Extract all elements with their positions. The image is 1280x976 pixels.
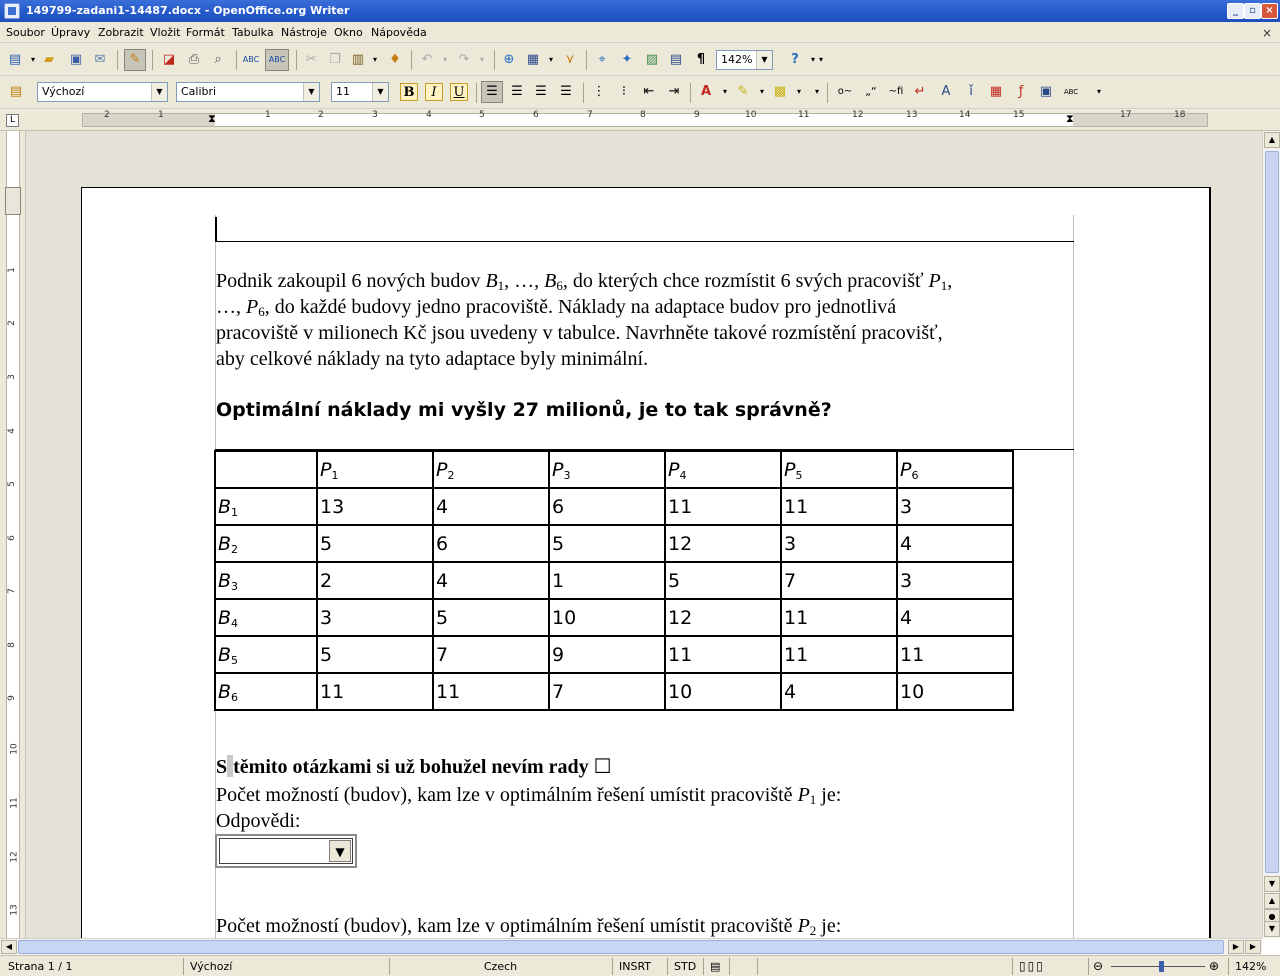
find-replace-icon[interactable]: ⌖: [598, 52, 606, 67]
navigator-icon[interactable]: ✦: [621, 52, 633, 67]
next-page-icon[interactable]: ▼: [1264, 921, 1280, 937]
autocorrect-icon[interactable]: o~: [837, 86, 853, 97]
table-row: [215, 562, 1013, 599]
table-row: [215, 636, 1013, 673]
ruler-number: 18: [1174, 110, 1186, 120]
answers-label: Odpovědi:: [216, 810, 301, 832]
bullets-icon[interactable]: ⁝: [621, 84, 627, 99]
ruler-number: 10: [9, 743, 20, 755]
menu-format[interactable]: Formát: [186, 26, 225, 39]
table-cell[interactable]: 3: [317, 599, 433, 636]
font-color-icon[interactable]: A: [700, 84, 712, 99]
question-2: Počet možností (budov), kam lze v optimálním řešení umístit pracoviště $P_2$ je:: [216, 915, 842, 938]
table-cell[interactable]: 6: [549, 488, 665, 525]
menu-view[interactable]: Zobrazit: [98, 26, 144, 39]
table-cell[interactable]: 5: [317, 525, 433, 562]
vertical-ruler[interactable]: [0, 131, 26, 938]
row-header-cell[interactable]: $B_4$: [215, 599, 317, 636]
email-icon[interactable]: ✉: [94, 52, 106, 67]
row-header-cell[interactable]: $B_6$: [215, 673, 317, 710]
help-dropdown-icon[interactable]: ▾: [810, 55, 815, 64]
table-header-cell[interactable]: $P_3$: [549, 451, 665, 488]
tab-stop-type-icon[interactable]: L: [6, 114, 19, 127]
ruler-number: 1: [265, 110, 271, 120]
chevron-down-icon[interactable]: ▼: [329, 840, 351, 862]
table-row: [215, 488, 1013, 525]
table-cell[interactable]: 7: [549, 673, 665, 710]
table-cell[interactable]: 12: [665, 599, 781, 636]
autospellcheck-icon[interactable]: ABC: [265, 49, 289, 71]
table-row: [215, 673, 1013, 710]
ruler-number: 10: [745, 110, 757, 120]
cut-icon[interactable]: ✂: [305, 52, 317, 67]
menu-edit[interactable]: Úpravy: [51, 26, 91, 39]
chevron-down-icon[interactable]: ▼: [372, 83, 388, 101]
clone-formatting-icon[interactable]: ♦: [389, 52, 401, 67]
table-cell[interactable]: 7: [781, 562, 897, 599]
menu-window[interactable]: Okno: [334, 26, 363, 39]
edit-mode-icon[interactable]: ✎: [124, 49, 146, 71]
scroll-right-icon[interactable]: ▶: [1228, 940, 1244, 954]
table-header-cell[interactable]: $P_1$: [317, 451, 433, 488]
vertical-ruler-handle[interactable]: [5, 187, 21, 215]
ruler-number: 3: [372, 110, 378, 120]
font-name-value: Calibri: [181, 85, 217, 98]
selection-mode-indicator[interactable]: STD: [667, 958, 703, 975]
formatting-toolbar: [0, 76, 1280, 109]
paragraph-line: pracoviště v milionech Kč jsou uvedeny v tabulce. Navrhněte takové rozmístění pracovišť,: [216, 322, 943, 344]
table-cell[interactable]: 5: [317, 636, 433, 673]
table-header-cell[interactable]: $P_2$: [433, 451, 549, 488]
ruler-number: 12: [852, 110, 864, 120]
align-right-icon[interactable]: ☰: [535, 84, 547, 99]
previous-page-icon[interactable]: ▲: [1264, 893, 1280, 909]
undo-dropdown-icon[interactable]: ▾: [442, 55, 447, 64]
table-corner-cell[interactable]: [215, 451, 317, 488]
table-cell[interactable]: 11: [781, 636, 897, 673]
ruler-number: 9: [694, 110, 700, 120]
font-size-value: 11: [336, 85, 350, 98]
table-cell[interactable]: 11: [317, 673, 433, 710]
ruler-number: 2: [6, 320, 17, 326]
table-cell[interactable]: 11: [665, 636, 781, 673]
menu-tools[interactable]: Nástroje: [281, 26, 327, 39]
italic-button[interactable]: I: [425, 83, 443, 101]
table-header-row: [215, 451, 1013, 488]
zoom-value: 142%: [721, 53, 753, 66]
ruler-number: 5: [479, 110, 485, 120]
ruler-number: 7: [6, 588, 17, 594]
zoom-slider[interactable]: [1088, 958, 1228, 975]
paste-dropdown-icon[interactable]: ▾: [372, 55, 377, 64]
hyphenation-icon[interactable]: A: [941, 84, 951, 99]
justify-icon[interactable]: ☰: [560, 84, 572, 99]
table-cell[interactable]: 11: [897, 636, 1013, 673]
maximize-button[interactable]: ▫: [1244, 3, 1261, 19]
vertical-scrollbar[interactable]: [1262, 131, 1280, 938]
row-header-cell[interactable]: $B_1$: [215, 488, 317, 525]
paste-icon[interactable]: ▥: [351, 52, 365, 67]
table-cell[interactable]: 2: [317, 562, 433, 599]
standard-toolbar: [0, 43, 1280, 76]
question-1: Počet možností (budov), kam lze v optimálním řešení umístit pracoviště $P_1$ je:: [216, 784, 842, 807]
question-heading: Optimální náklady mi vyšly 27 milionů, je to tak správně?: [216, 399, 832, 421]
toolbar-options-icon[interactable]: ▾: [814, 87, 819, 96]
writer-app-icon[interactable]: [4, 3, 20, 19]
save-icon[interactable]: ▣: [69, 52, 83, 67]
horizontal-scrollbar[interactable]: [0, 938, 1262, 955]
increase-indent-icon[interactable]: ⇥: [668, 84, 680, 99]
ruler-number: 13: [906, 110, 918, 120]
table-cell[interactable]: 4: [433, 488, 549, 525]
paragraph-line: Podnik zakoupil 6 nových budov $B_1$, …, $B_6$, do kterých chce rozmístit 6 svých pracovišť $P_1$,: [216, 270, 953, 293]
spellcheck-icon[interactable]: ABC: [242, 55, 260, 64]
close-window-button[interactable]: ×: [1261, 3, 1278, 19]
ruler-number: 7: [587, 110, 593, 120]
numbering-icon[interactable]: ⋮: [592, 84, 606, 99]
table-header-cell[interactable]: $P_6$: [897, 451, 1013, 488]
paragraph-style-combo[interactable]: [37, 82, 168, 102]
toolbar-options-icon[interactable]: ▾: [818, 55, 823, 64]
ruler-number: 14: [959, 110, 971, 120]
table-cell[interactable]: 11: [665, 488, 781, 525]
table-cell[interactable]: 5: [433, 599, 549, 636]
zoom-combo[interactable]: [716, 50, 773, 70]
ruler-number: 11: [9, 797, 20, 809]
scroll-right-end-icon[interactable]: ▶: [1245, 940, 1261, 954]
cost-table: [214, 450, 1014, 711]
help-request-line: S těmito otázkami si už bohužel nevím rady ☐: [216, 756, 612, 778]
gallery-icon[interactable]: ▨: [645, 52, 659, 67]
new-document-icon[interactable]: ▤: [8, 52, 22, 67]
table-cell[interactable]: 4: [781, 673, 897, 710]
bold-button[interactable]: B: [400, 83, 418, 101]
zoom-in-icon[interactable]: ⊕: [1209, 959, 1220, 973]
font-color-dropdown-icon[interactable]: ▾: [722, 87, 727, 96]
data-sources-icon[interactable]: ▤: [669, 52, 683, 67]
font-size-combo[interactable]: [331, 82, 389, 102]
smart-quotes-icon[interactable]: „“: [865, 85, 877, 98]
align-left-icon[interactable]: ☰: [481, 81, 503, 103]
ruler-number: 5: [6, 481, 17, 487]
table-cell[interactable]: 3: [781, 525, 897, 562]
document-page[interactable]: [81, 187, 1211, 938]
language-indicator[interactable]: Czech: [389, 958, 611, 975]
window-title: 149799-zadani1-14487.docx - OpenOffice.org Writer: [26, 4, 350, 17]
decrease-indent-icon[interactable]: ⇤: [643, 84, 655, 99]
title-bar: [0, 0, 1280, 22]
selection-tool-icon[interactable]: ▣: [1039, 84, 1053, 99]
ruler-number: 8: [6, 642, 17, 648]
copy-icon[interactable]: ❐: [329, 52, 341, 67]
table-cell[interactable]: 9: [549, 636, 665, 673]
digital-signature-icon[interactable]: [729, 958, 757, 975]
horizontal-scroll-thumb[interactable]: [18, 940, 1224, 954]
menu-insert[interactable]: Vložit: [150, 26, 181, 39]
text-cursor: [215, 217, 217, 241]
table-cell[interactable]: 12: [665, 525, 781, 562]
table-dropdown-icon[interactable]: ▾: [548, 55, 553, 64]
minimize-button[interactable]: _: [1227, 3, 1244, 19]
right-indent-marker-icon[interactable]: ⧗: [1066, 112, 1074, 125]
zoom-slider-handle[interactable]: [1159, 961, 1164, 972]
table-cell[interactable]: 11: [781, 599, 897, 636]
ruler-number: 1: [158, 110, 164, 120]
row-header-cell[interactable]: $B_5$: [215, 636, 317, 673]
header-rule: [215, 241, 1074, 242]
print-icon[interactable]: ⎙: [188, 52, 200, 67]
document-modified-icon: ▤: [703, 958, 729, 975]
table-tool-icon[interactable]: ▦: [989, 84, 1003, 99]
ruler-number: 3: [6, 374, 17, 380]
table-cell[interactable]: 6: [433, 525, 549, 562]
toolbar-options-icon[interactable]: ▾: [1096, 87, 1101, 96]
chevron-down-icon[interactable]: ▼: [756, 51, 772, 69]
font-effects-icon[interactable]: ƒ: [1018, 84, 1024, 99]
table-cell[interactable]: 4: [897, 599, 1013, 636]
scroll-up-icon[interactable]: ▲: [1264, 132, 1280, 148]
redo-icon[interactable]: ↷: [458, 52, 470, 67]
line-break-icon[interactable]: ↵: [914, 84, 926, 99]
paragraph-line: aby celkové náklady na tyto adaptace byly minimální.: [216, 348, 649, 370]
ruler-number: 6: [6, 535, 17, 541]
table-icon[interactable]: ▦: [526, 52, 540, 67]
menu-bar: [0, 22, 1280, 43]
highlighting-dropdown-icon[interactable]: ▾: [759, 87, 764, 96]
table-row: [215, 525, 1013, 562]
view-layout-icon[interactable]: ▯▯▯: [1012, 958, 1088, 975]
insert-mode-indicator[interactable]: INSRT: [612, 958, 667, 975]
page-style-indicator[interactable]: Výchozí: [183, 958, 388, 975]
table-cell[interactable]: 11: [433, 673, 549, 710]
ruler-number: 13: [9, 904, 20, 916]
navigation-icon[interactable]: ●: [1264, 909, 1280, 925]
menu-table[interactable]: Tabulka: [232, 26, 274, 39]
ruler-number: 2: [318, 110, 324, 120]
ruler-number: 6: [533, 110, 539, 120]
table-cell[interactable]: 5: [549, 525, 665, 562]
table-cell[interactable]: 3: [897, 562, 1013, 599]
row-header-cell[interactable]: $B_3$: [215, 562, 317, 599]
paragraph-style-value: Výchozí: [42, 85, 85, 98]
table-header-cell[interactable]: $P_4$: [665, 451, 781, 488]
styles-formatting-icon[interactable]: ▤: [9, 84, 23, 99]
scroll-left-icon[interactable]: ◀: [1, 940, 17, 954]
underline-button[interactable]: U: [450, 83, 468, 101]
table-cell[interactable]: 10: [665, 673, 781, 710]
table-row: [215, 599, 1013, 636]
table-cell[interactable]: 3: [897, 488, 1013, 525]
vertical-scroll-thumb[interactable]: [1265, 151, 1279, 873]
ruler-number: 12: [9, 851, 20, 863]
horizontal-ruler[interactable]: [0, 109, 1280, 131]
background-color-icon[interactable]: ▩: [773, 84, 787, 99]
ruler-number: 4: [426, 110, 432, 120]
font-name-combo[interactable]: [176, 82, 320, 102]
ruler-number: 8: [640, 110, 646, 120]
ruler-number: 1: [6, 267, 17, 273]
ruler-number: 11: [798, 110, 810, 120]
highlighting-icon[interactable]: ✎: [737, 84, 749, 99]
zoom-percent[interactable]: 142%: [1228, 958, 1280, 975]
row-header-cell[interactable]: $B_2$: [215, 525, 317, 562]
table-cell[interactable]: 4: [897, 525, 1013, 562]
show-draw-functions-icon[interactable]: ⋎: [565, 52, 575, 67]
export-pdf-icon[interactable]: ◪: [162, 52, 176, 67]
ruler-number: 17: [1120, 110, 1132, 120]
table-cell[interactable]: 7: [433, 636, 549, 673]
chevron-down-icon[interactable]: ▼: [151, 83, 167, 101]
close-document-icon[interactable]: ×: [1261, 26, 1272, 40]
ruler-number: 15: [1013, 110, 1025, 120]
nonprinting-chars-icon[interactable]: ¶: [696, 52, 706, 67]
page-indicator[interactable]: Strana 1 / 1: [8, 960, 73, 973]
help-icon[interactable]: ?: [791, 52, 799, 67]
answer-dropdown[interactable]: [215, 834, 357, 868]
status-bar: [0, 955, 1280, 976]
zoom-out-icon[interactable]: ⊖: [1093, 959, 1104, 973]
table-cell[interactable]: 11: [781, 488, 897, 525]
hyperlink-icon[interactable]: ⊕: [503, 52, 515, 67]
ruler-number: 4: [6, 428, 17, 434]
chevron-down-icon[interactable]: ▼: [303, 83, 319, 101]
new-dropdown-icon[interactable]: ▾: [30, 55, 35, 64]
ruler-number: 2: [104, 110, 110, 120]
document-area[interactable]: [26, 131, 1262, 938]
table-cell[interactable]: 5: [665, 562, 781, 599]
scroll-down-icon[interactable]: ▼: [1264, 876, 1280, 892]
table-cell[interactable]: 10: [549, 599, 665, 636]
table-cell[interactable]: 10: [897, 673, 1013, 710]
menu-help[interactable]: Nápověda: [371, 26, 427, 39]
ruler-number: 9: [6, 695, 17, 701]
background-dropdown-icon[interactable]: ▾: [796, 87, 801, 96]
ligature-icon[interactable]: ~fi: [888, 86, 904, 97]
paragraph-line: …, $P_6$, do každé budovy jedno pracoviště. Náklady na adaptace budov pro jednotlivá: [216, 296, 897, 319]
abc-spell-icon[interactable]: ABC: [1063, 88, 1079, 96]
page-preview-icon[interactable]: ⌕: [214, 52, 222, 67]
open-icon[interactable]: ▰: [44, 52, 54, 67]
redo-dropdown-icon[interactable]: ▾: [479, 55, 484, 64]
table-cell[interactable]: 13: [317, 488, 433, 525]
insert-char-icon[interactable]: ǐ: [969, 84, 973, 99]
object-info: [757, 958, 1012, 975]
table-cell[interactable]: 4: [433, 562, 549, 599]
menu-file[interactable]: Soubor: [6, 26, 45, 39]
indent-marker-icon[interactable]: ⧗: [208, 112, 216, 125]
table-header-cell[interactable]: $P_5$: [781, 451, 897, 488]
undo-icon[interactable]: ↶: [421, 52, 433, 67]
table-cell[interactable]: 1: [549, 562, 665, 599]
align-center-icon[interactable]: ☰: [511, 84, 523, 99]
